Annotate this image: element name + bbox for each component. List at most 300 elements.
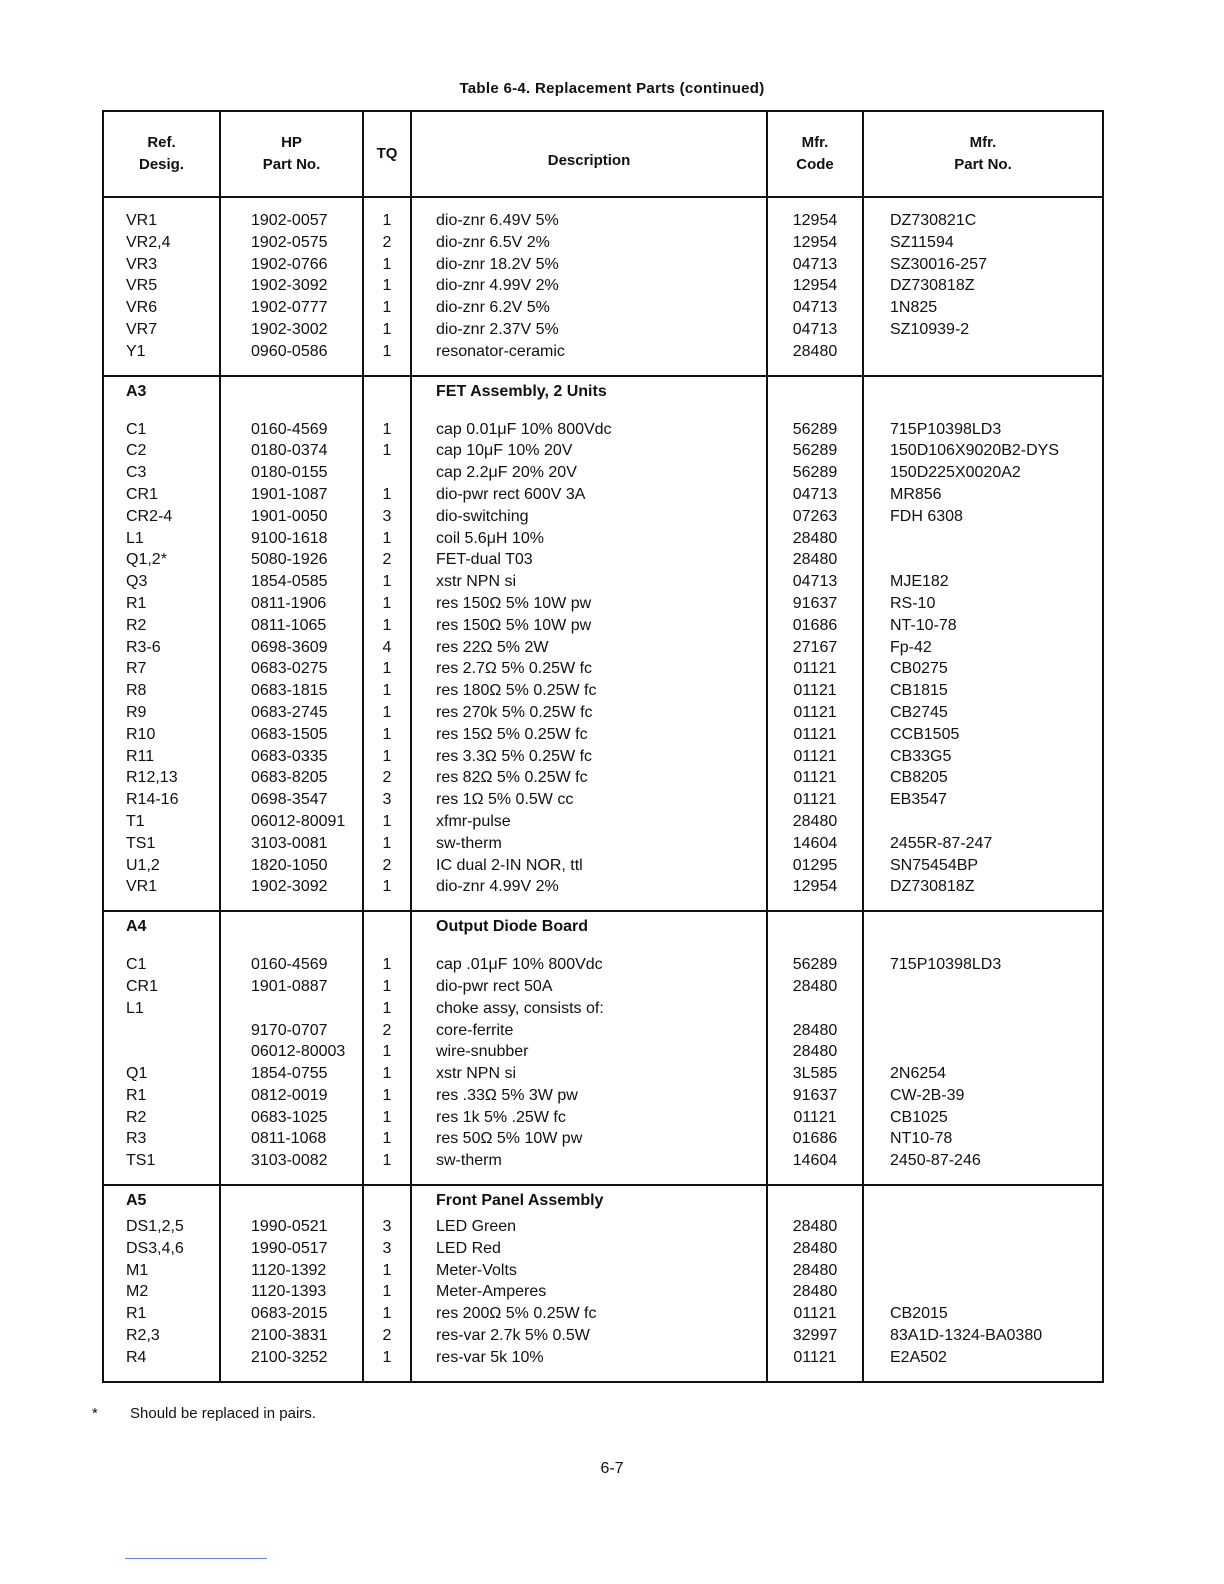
spacer-row	[103, 197, 1103, 210]
cell-ref: R1	[103, 593, 220, 615]
cell-code: 32997	[767, 1325, 863, 1347]
spacer-row	[103, 407, 1103, 419]
cell-hp: 0683-1505	[220, 724, 363, 746]
cell-desc: res 15Ω 5% 0.25W fc	[411, 724, 767, 746]
cell-code: 91637	[767, 1085, 863, 1107]
spacer-row	[103, 1172, 1103, 1185]
cell-hp: 06012-80091	[220, 811, 363, 833]
cell-mpn: DZ730818Z	[863, 876, 1103, 898]
section-empty-cell	[220, 1185, 363, 1216]
cell-desc: xfmr-pulse	[411, 811, 767, 833]
cell-tq: 1	[363, 724, 411, 746]
cell-mpn	[863, 341, 1103, 363]
page-number: 6-7	[600, 1460, 624, 1477]
section-empty-cell	[363, 911, 411, 942]
table-row	[103, 1216, 1103, 1238]
cell-code: 28480	[767, 1216, 863, 1238]
cell-desc: res 150Ω 5% 10W pw	[411, 593, 767, 615]
cell-mpn: CB0275	[863, 658, 1103, 680]
cell-hp: 0683-1025	[220, 1107, 363, 1129]
cell-hp: 1854-0755	[220, 1063, 363, 1085]
cell-tq: 1	[363, 1107, 411, 1129]
cell-hp: 0180-0374	[220, 440, 363, 462]
header-mfr-code: Mfr. Code	[767, 111, 863, 197]
cell-desc: dio-pwr rect 50A	[411, 976, 767, 998]
cell-mpn: 715P10398LD3	[863, 954, 1103, 976]
cell-hp: 2100-3831	[220, 1325, 363, 1347]
cell-desc: dio-znr 18.2V 5%	[411, 254, 767, 276]
table-row	[103, 976, 1103, 998]
table-row	[103, 440, 1103, 462]
table-row	[103, 1325, 1103, 1347]
cell-desc: dio-znr 4.99V 2%	[411, 275, 767, 297]
cell-mpn: CB2015	[863, 1303, 1103, 1325]
table-row	[103, 319, 1103, 341]
section-empty-cell	[863, 911, 1103, 942]
cell-hp: 1990-0521	[220, 1216, 363, 1238]
cell-ref: CR2-4	[103, 506, 220, 528]
cell-desc: dio-switching	[411, 506, 767, 528]
cell-tq: 1	[363, 319, 411, 341]
cell-tq: 1	[363, 998, 411, 1020]
cell-ref: VR2,4	[103, 232, 220, 254]
spacer-cell	[220, 942, 363, 954]
cell-hp: 1901-0050	[220, 506, 363, 528]
table-row	[103, 484, 1103, 506]
table-row	[103, 254, 1103, 276]
cell-mpn	[863, 549, 1103, 571]
cell-code: 01121	[767, 658, 863, 680]
cell-code: 27167	[767, 637, 863, 659]
cell-tq: 1	[363, 440, 411, 462]
cell-hp: 3103-0082	[220, 1150, 363, 1172]
header-row	[103, 111, 1103, 197]
table-row	[103, 789, 1103, 811]
cell-code: 14604	[767, 833, 863, 855]
cell-mpn: CB2745	[863, 702, 1103, 724]
replacement-parts-table	[102, 110, 1104, 1383]
cell-code: 28480	[767, 549, 863, 571]
header-description: Description	[411, 111, 767, 197]
cell-tq: 1	[363, 702, 411, 724]
table-row	[103, 506, 1103, 528]
cell-ref: U1,2	[103, 855, 220, 877]
cell-ref: VR7	[103, 319, 220, 341]
cell-tq: 1	[363, 1303, 411, 1325]
section-empty-cell	[767, 376, 863, 407]
cell-desc: sw-therm	[411, 833, 767, 855]
cell-ref: R12,13	[103, 767, 220, 789]
spacer-cell	[220, 1172, 363, 1185]
cell-ref: R8	[103, 680, 220, 702]
cell-ref: Q3	[103, 571, 220, 593]
cell-mpn	[863, 1281, 1103, 1303]
table-row	[103, 571, 1103, 593]
cell-mpn: CB1025	[863, 1107, 1103, 1129]
cell-ref: R10	[103, 724, 220, 746]
cell-tq: 1	[363, 954, 411, 976]
table-row	[103, 833, 1103, 855]
cell-ref: VR5	[103, 275, 220, 297]
cell-desc: cap 10μF 10% 20V	[411, 440, 767, 462]
cell-mpn: 83A1D-1324-BA0380	[863, 1325, 1103, 1347]
cell-code: 12954	[767, 876, 863, 898]
cell-code: 12954	[767, 232, 863, 254]
table-row	[103, 811, 1103, 833]
cell-desc: res-var 2.7k 5% 0.5W	[411, 1325, 767, 1347]
cell-ref: R2	[103, 1107, 220, 1129]
cell-tq: 1	[363, 1063, 411, 1085]
cell-desc: res 200Ω 5% 0.25W fc	[411, 1303, 767, 1325]
cell-hp: 1902-3002	[220, 319, 363, 341]
section-empty-cell	[863, 376, 1103, 407]
cell-hp: 1902-0575	[220, 232, 363, 254]
table-row	[103, 1107, 1103, 1129]
cell-desc: IC dual 2-IN NOR, ttl	[411, 855, 767, 877]
cell-hp: 0683-8205	[220, 767, 363, 789]
cell-ref: DS1,2,5	[103, 1216, 220, 1238]
section-empty-cell	[767, 1185, 863, 1216]
cell-code: 56289	[767, 419, 863, 441]
table-row	[103, 1260, 1103, 1282]
table-row	[103, 232, 1103, 254]
cell-ref: C3	[103, 462, 220, 484]
cell-ref: R3	[103, 1128, 220, 1150]
cell-code	[767, 998, 863, 1020]
cell-desc: coil 5.6μH 10%	[411, 528, 767, 550]
parts-group	[103, 376, 1103, 912]
table-row	[103, 1303, 1103, 1325]
spacer-cell	[363, 363, 411, 376]
cell-code: 01121	[767, 680, 863, 702]
footnote-mark: *	[92, 1405, 98, 1422]
section-empty-cell	[363, 1185, 411, 1216]
cell-mpn: CCB1505	[863, 724, 1103, 746]
cell-code: 28480	[767, 1020, 863, 1042]
section-empty-cell	[220, 911, 363, 942]
cell-tq: 2	[363, 232, 411, 254]
cell-code: 12954	[767, 210, 863, 232]
cell-ref: R2	[103, 615, 220, 637]
cell-desc: dio-znr 6.5V 2%	[411, 232, 767, 254]
cell-code: 01686	[767, 1128, 863, 1150]
cell-hp: 0698-3547	[220, 789, 363, 811]
footnote	[92, 1405, 316, 1422]
cell-ref: CR1	[103, 484, 220, 506]
parts-group	[103, 911, 1103, 1185]
cell-tq: 1	[363, 615, 411, 637]
section-empty-cell	[363, 376, 411, 407]
cell-ref: R14-16	[103, 789, 220, 811]
cell-hp: 0812-0019	[220, 1085, 363, 1107]
cell-tq: 1	[363, 1085, 411, 1107]
cell-mpn: MJE182	[863, 571, 1103, 593]
cell-desc: res 3.3Ω 5% 0.25W fc	[411, 746, 767, 768]
cell-desc: res 2.7Ω 5% 0.25W fc	[411, 658, 767, 680]
cell-desc: res 50Ω 5% 10W pw	[411, 1128, 767, 1150]
cell-desc: choke assy, consists of:	[411, 998, 767, 1020]
spacer-cell	[411, 197, 767, 210]
cell-hp: 0683-0335	[220, 746, 363, 768]
cell-code: 04713	[767, 484, 863, 506]
cell-code: 07263	[767, 506, 863, 528]
cell-ref: R9	[103, 702, 220, 724]
spacer-cell	[863, 197, 1103, 210]
header-ref-desig: Ref. Desig.	[103, 111, 220, 197]
section-row	[103, 1185, 1103, 1216]
cell-tq: 2	[363, 1020, 411, 1042]
cell-ref: C2	[103, 440, 220, 462]
cell-hp: 0960-0586	[220, 341, 363, 363]
cell-desc: dio-znr 4.99V 2%	[411, 876, 767, 898]
spacer-cell	[103, 942, 220, 954]
cell-mpn: DZ730818Z	[863, 275, 1103, 297]
table-row	[103, 1238, 1103, 1260]
cell-mpn: SZ10939-2	[863, 319, 1103, 341]
spacer-cell	[103, 1172, 220, 1185]
cell-hp: 06012-80003	[220, 1041, 363, 1063]
cell-mpn: NT10-78	[863, 1128, 1103, 1150]
spacer-cell	[411, 942, 767, 954]
cell-hp: 1990-0517	[220, 1238, 363, 1260]
cell-desc: core-ferrite	[411, 1020, 767, 1042]
cell-ref: VR1	[103, 210, 220, 232]
spacer-cell	[363, 898, 411, 911]
cell-ref: R1	[103, 1085, 220, 1107]
cell-mpn	[863, 1260, 1103, 1282]
cell-tq: 1	[363, 658, 411, 680]
cell-tq: 1	[363, 341, 411, 363]
cell-ref: R7	[103, 658, 220, 680]
cell-hp: 0160-4569	[220, 419, 363, 441]
cell-ref: TS1	[103, 1150, 220, 1172]
cell-tq: 3	[363, 1238, 411, 1260]
cell-desc: xstr NPN si	[411, 1063, 767, 1085]
spacer-cell	[363, 197, 411, 210]
spacer-cell	[767, 898, 863, 911]
cell-desc: res 1Ω 5% 0.5W cc	[411, 789, 767, 811]
cell-desc: LED Red	[411, 1238, 767, 1260]
cell-hp: 1902-0766	[220, 254, 363, 276]
table-title: Table 6-4. Replacement Parts (continued)	[459, 80, 765, 97]
table-row	[103, 210, 1103, 232]
cell-ref: VR1	[103, 876, 220, 898]
cell-code: 56289	[767, 954, 863, 976]
cell-mpn: SZ11594	[863, 232, 1103, 254]
cell-tq: 1	[363, 1150, 411, 1172]
cell-hp: 1901-1087	[220, 484, 363, 506]
cell-hp: 9100-1618	[220, 528, 363, 550]
table-row	[103, 1020, 1103, 1042]
cell-tq	[363, 462, 411, 484]
cell-ref: C1	[103, 419, 220, 441]
table-row	[103, 1085, 1103, 1107]
cell-tq: 1	[363, 484, 411, 506]
cell-code: 14604	[767, 1150, 863, 1172]
cell-mpn: 2455R-87-247	[863, 833, 1103, 855]
cell-tq: 1	[363, 210, 411, 232]
cell-desc: LED Green	[411, 1216, 767, 1238]
cell-ref: L1	[103, 528, 220, 550]
cell-code: 28480	[767, 1238, 863, 1260]
cell-code: 28480	[767, 528, 863, 550]
cell-mpn	[863, 528, 1103, 550]
cell-mpn: FDH 6308	[863, 506, 1103, 528]
cell-hp: 1902-3092	[220, 876, 363, 898]
cell-mpn	[863, 811, 1103, 833]
cell-hp: 0683-2745	[220, 702, 363, 724]
table-row	[103, 419, 1103, 441]
spacer-cell	[411, 407, 767, 419]
cell-tq: 2	[363, 855, 411, 877]
cell-ref: Y1	[103, 341, 220, 363]
table-row	[103, 593, 1103, 615]
table-row	[103, 1150, 1103, 1172]
cell-code: 3L585	[767, 1063, 863, 1085]
spacer-cell	[103, 407, 220, 419]
spacer-cell	[103, 1369, 220, 1382]
table-row	[103, 549, 1103, 571]
table-row	[103, 724, 1103, 746]
spacer-cell	[767, 942, 863, 954]
section-ref: A4	[103, 911, 220, 942]
table-row	[103, 658, 1103, 680]
cell-code: 01295	[767, 855, 863, 877]
cell-ref: Q1,2*	[103, 549, 220, 571]
cell-hp: 5080-1926	[220, 549, 363, 571]
cell-hp: 0811-1906	[220, 593, 363, 615]
cell-tq: 1	[363, 1128, 411, 1150]
spacer-cell	[863, 942, 1103, 954]
table-row	[103, 1041, 1103, 1063]
table-row	[103, 855, 1103, 877]
parts-table-container	[102, 110, 1102, 1383]
table-row	[103, 998, 1103, 1020]
cell-hp: 2100-3252	[220, 1347, 363, 1369]
cell-tq: 1	[363, 593, 411, 615]
cell-ref: VR3	[103, 254, 220, 276]
table-row	[103, 637, 1103, 659]
cell-mpn: CB8205	[863, 767, 1103, 789]
cell-desc: res 270k 5% 0.25W fc	[411, 702, 767, 724]
cell-code: 04713	[767, 254, 863, 276]
cell-code: 01121	[767, 724, 863, 746]
spacer-cell	[103, 898, 220, 911]
spacer-cell	[863, 363, 1103, 376]
spacer-cell	[411, 898, 767, 911]
spacer-row	[103, 363, 1103, 376]
spacer-cell	[767, 1369, 863, 1382]
cell-hp: 1820-1050	[220, 855, 363, 877]
header-mfr-part-no: Mfr. Part No.	[863, 111, 1103, 197]
spacer-cell	[220, 407, 363, 419]
cell-hp: 0698-3609	[220, 637, 363, 659]
cell-tq: 1	[363, 976, 411, 998]
spacer-cell	[863, 1172, 1103, 1185]
cell-desc: cap 0.01μF 10% 800Vdc	[411, 419, 767, 441]
spacer-cell	[863, 898, 1103, 911]
spacer-cell	[411, 1172, 767, 1185]
cell-ref	[103, 1020, 220, 1042]
table-row	[103, 746, 1103, 768]
cell-desc: res 150Ω 5% 10W pw	[411, 615, 767, 637]
cell-code: 28480	[767, 811, 863, 833]
cell-ref	[103, 1041, 220, 1063]
cell-tq: 1	[363, 680, 411, 702]
cell-mpn: 2N6254	[863, 1063, 1103, 1085]
cell-mpn: 715P10398LD3	[863, 419, 1103, 441]
section-row	[103, 376, 1103, 407]
cell-mpn: CW-2B-39	[863, 1085, 1103, 1107]
cell-ref: R1	[103, 1303, 220, 1325]
parts-group	[103, 1185, 1103, 1382]
cell-hp: 0180-0155	[220, 462, 363, 484]
cell-ref: TS1	[103, 833, 220, 855]
cell-desc: res 22Ω 5% 2W	[411, 637, 767, 659]
cell-code: 12954	[767, 275, 863, 297]
table-row	[103, 528, 1103, 550]
cell-code: 01686	[767, 615, 863, 637]
section-row	[103, 911, 1103, 942]
cell-code: 28480	[767, 1041, 863, 1063]
cell-hp: 1854-0585	[220, 571, 363, 593]
cell-code: 01121	[767, 1303, 863, 1325]
cell-hp: 0683-2015	[220, 1303, 363, 1325]
table-row	[103, 1347, 1103, 1369]
cell-desc: res-var 5k 10%	[411, 1347, 767, 1369]
spacer-cell	[220, 1369, 363, 1382]
cell-ref: M1	[103, 1260, 220, 1282]
cell-hp: 0160-4569	[220, 954, 363, 976]
cell-mpn: 2450-87-246	[863, 1150, 1103, 1172]
table-row	[103, 1063, 1103, 1085]
table-row	[103, 680, 1103, 702]
table-row	[103, 297, 1103, 319]
section-empty-cell	[863, 1185, 1103, 1216]
cell-hp: 1901-0887	[220, 976, 363, 998]
cell-mpn: RS-10	[863, 593, 1103, 615]
cell-mpn	[863, 1238, 1103, 1260]
cell-tq: 1	[363, 1260, 411, 1282]
cell-desc: res 1k 5% .25W fc	[411, 1107, 767, 1129]
cell-tq: 2	[363, 767, 411, 789]
footnote-text: Should be replaced in pairs.	[130, 1405, 316, 1422]
cell-ref: M2	[103, 1281, 220, 1303]
spacer-cell	[103, 197, 220, 210]
cell-desc: Meter-Amperes	[411, 1281, 767, 1303]
cell-tq: 3	[363, 1216, 411, 1238]
cell-desc: xstr NPN si	[411, 571, 767, 593]
table-row	[103, 702, 1103, 724]
cell-code: 01121	[767, 1347, 863, 1369]
cell-hp: 0683-0275	[220, 658, 363, 680]
cell-desc: sw-therm	[411, 1150, 767, 1172]
cell-ref: VR6	[103, 297, 220, 319]
spacer-row	[103, 1369, 1103, 1382]
spacer-row	[103, 942, 1103, 954]
cell-code: 04713	[767, 319, 863, 341]
spacer-cell	[863, 1369, 1103, 1382]
table-row	[103, 275, 1103, 297]
cell-code: 28480	[767, 976, 863, 998]
cell-hp	[220, 998, 363, 1020]
cell-hp: 3103-0081	[220, 833, 363, 855]
cell-code: 01121	[767, 746, 863, 768]
cell-tq: 1	[363, 275, 411, 297]
table-row	[103, 876, 1103, 898]
cell-code: 01121	[767, 789, 863, 811]
cell-tq: 3	[363, 789, 411, 811]
